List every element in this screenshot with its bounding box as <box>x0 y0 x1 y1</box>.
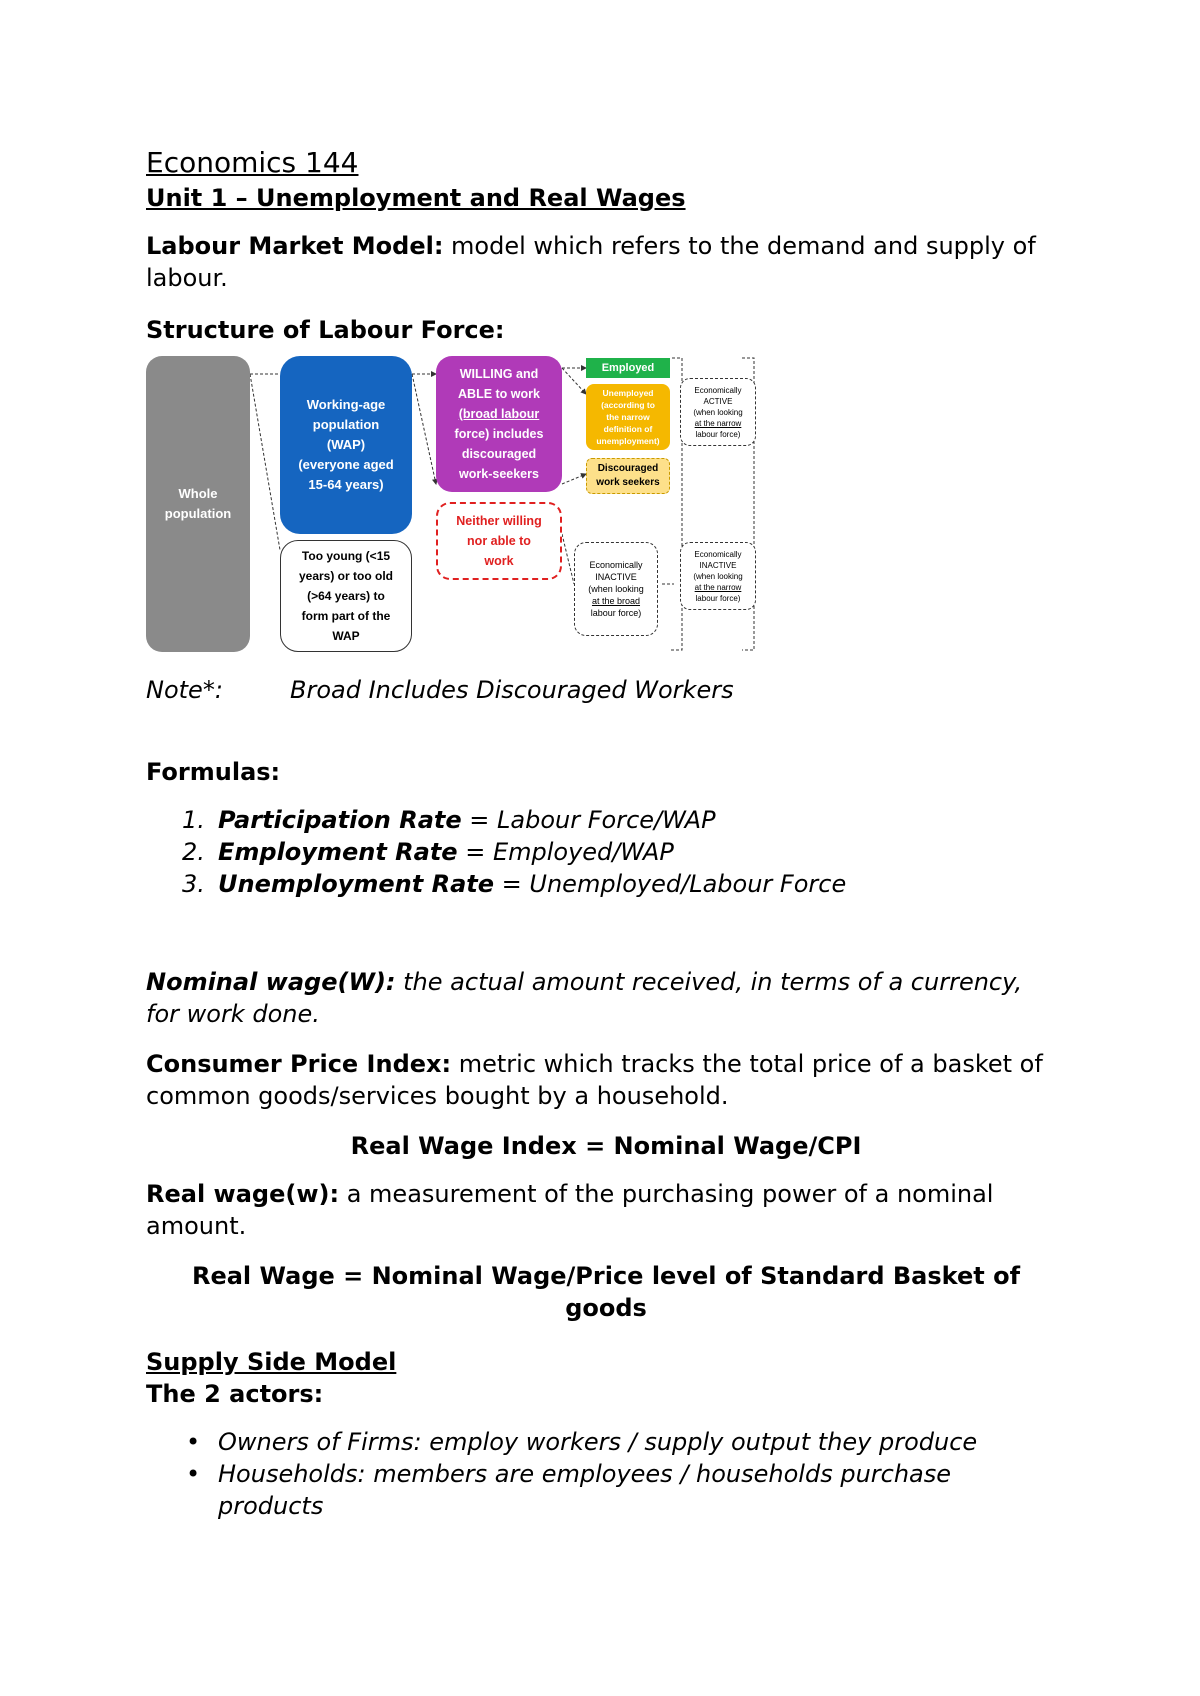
unemployed-line: definition of <box>603 424 653 434</box>
unemployed-line: (according to <box>601 400 655 410</box>
wap-line: Working-age <box>306 397 386 412</box>
formula-item <box>146 868 1046 900</box>
actors-list <box>146 1426 1066 1522</box>
formula-rest: = Unemployed/Labour Force <box>494 870 847 898</box>
too-young-old-box <box>280 540 412 652</box>
actor-text: Households: members are employees / households purchase <box>218 1460 952 1488</box>
willing-able-box <box>436 356 562 492</box>
formula-item <box>146 804 1046 836</box>
nominal-wage-definition <box>146 966 1066 1030</box>
inactive-broad-line: (when looking <box>588 584 644 594</box>
wap-line: (WAP) <box>326 437 366 452</box>
active-narrow-line: Economically <box>694 385 742 395</box>
wap-line: 15-64 years) <box>308 477 384 492</box>
real-wage-text-2: amount. <box>146 1212 247 1240</box>
discouraged-line: work seekers <box>596 477 660 488</box>
supply-side-heading: Supply Side Model <box>146 1348 397 1376</box>
willing-line: force) includes <box>454 427 544 441</box>
formula-rest: = Labour Force/WAP <box>461 806 716 834</box>
unit-title: Unit 1 – Unemployment and Real Wages <box>146 184 686 212</box>
nominal-wage-term: Nominal wage(W): <box>146 968 396 996</box>
unemployed-box <box>586 384 670 450</box>
inactive-narrow-line: Economically <box>694 549 742 559</box>
actors-heading: The 2 actors: <box>146 1380 324 1408</box>
willing-line: discouraged <box>461 447 537 461</box>
discouraged-box <box>586 458 670 494</box>
course-title: Economics 144 <box>146 146 359 179</box>
actor-text-continued: products <box>218 1492 324 1520</box>
unemployed-line: unemployment) <box>596 436 660 446</box>
active-narrow-box <box>680 378 756 446</box>
connector-line <box>562 474 586 484</box>
formula-term: Participation Rate <box>218 806 462 834</box>
formula-term: Unemployment Rate <box>218 870 495 898</box>
list-item <box>146 1458 1066 1522</box>
inactive-narrow-line: INACTIVE <box>699 560 737 570</box>
inactive-broad-line: INACTIVE <box>595 572 637 582</box>
active-narrow-line: ACTIVE <box>703 396 733 406</box>
wap-box <box>280 356 412 534</box>
nominal-wage-text-1: the actual amount received, in terms of a currency, <box>395 968 1023 996</box>
inactive-narrow-line: at the narrow <box>694 582 742 592</box>
unemployed-line: the narrow <box>606 412 650 422</box>
unemployed-line: Unemployed <box>602 388 654 398</box>
note-label: Note*: <box>146 676 223 704</box>
real-wage-formula <box>146 1260 1066 1324</box>
inactive-broad-line: Economically <box>589 560 643 570</box>
real-wage-text-1: a measurement of the purchasing power of a nominal <box>339 1180 994 1208</box>
formulas-heading: Formulas: <box>146 758 281 786</box>
inactive-broad-line: at the broad <box>591 596 641 606</box>
real-wage-formula-line-1: Real Wage = Nominal Wage/Price level of Standard Basket of <box>191 1262 1021 1290</box>
connector-line <box>562 368 586 394</box>
willing-line: work-seekers <box>459 467 539 481</box>
cpi-term: Consumer Price Index: <box>146 1050 452 1078</box>
inactive-broad-box <box>574 542 658 636</box>
too-young-line: Too young (<15 <box>301 549 391 563</box>
neither-line: Neither willing <box>456 514 542 528</box>
formula-term: Employment Rate <box>218 838 458 866</box>
formula-number: 3. <box>182 870 205 898</box>
formula-number: 2. <box>182 838 205 866</box>
real-wage-index-formula: Real Wage Index = Nominal Wage/CPI <box>350 1132 862 1160</box>
wap-line: population <box>312 417 380 432</box>
bullet-icon: • <box>186 1460 201 1488</box>
real-wage-formula-line-2: goods <box>565 1294 647 1322</box>
actor-text: Owners of Firms: employ workers / supply output they produce <box>218 1428 978 1456</box>
active-narrow-line: at the narrow <box>694 418 742 428</box>
list-item <box>146 1426 1066 1458</box>
active-narrow-line: labour force) <box>695 429 741 439</box>
nominal-wage-text-2: for work done. <box>146 1000 320 1028</box>
whole-population-line: population <box>164 506 232 521</box>
willing-line: WILLING and <box>459 367 539 381</box>
employed-box: Employed <box>586 358 670 378</box>
neither-willing-box <box>436 502 562 580</box>
note-text: Broad Includes Discouraged Workers <box>290 676 734 704</box>
formulas-list <box>146 804 1046 900</box>
inactive-broad-line: labour force) <box>590 608 642 618</box>
cpi-text-1: metric which tracks the total price of a basket of <box>451 1050 1043 1078</box>
cpi-definition <box>146 1048 1066 1112</box>
inactive-narrow-line: (when looking <box>693 571 743 581</box>
formula-rest: = Employed/WAP <box>457 838 674 866</box>
real-wage-term: Real wage(w): <box>146 1180 340 1208</box>
connector-line <box>412 374 436 484</box>
inactive-narrow-line: labour force) <box>695 593 741 603</box>
labour-market-definition <box>146 230 1066 294</box>
willing-line: (broad labour <box>458 407 540 421</box>
neither-line: nor able to <box>467 534 531 548</box>
discouraged-line: Discouraged <box>597 463 659 474</box>
labour-market-text-2: labour. <box>146 264 228 292</box>
labour-market-term: Labour Market Model: <box>146 232 444 260</box>
real-wage-definition <box>146 1178 1066 1242</box>
active-narrow-line: (when looking <box>693 407 743 417</box>
bullet-icon: • <box>186 1428 201 1456</box>
cpi-text-2: common goods/services bought by a household. <box>146 1082 729 1110</box>
whole-population-line: Whole <box>178 486 218 501</box>
labour-force-diagram <box>146 354 766 654</box>
connector-line <box>562 534 574 584</box>
connector-line <box>250 374 280 550</box>
willing-line: ABLE to work <box>458 387 540 401</box>
too-young-line: (>64 years) to <box>307 589 385 603</box>
structure-heading: Structure of Labour Force: <box>146 316 505 344</box>
too-young-line: years) or too old <box>298 569 393 583</box>
too-young-line: WAP <box>332 629 360 643</box>
formula-item <box>146 836 1046 868</box>
inactive-narrow-box <box>680 542 756 610</box>
wap-line: (everyone aged <box>298 457 394 472</box>
whole-population-box <box>146 356 250 652</box>
neither-line: work <box>484 554 514 568</box>
too-young-line: form part of the <box>301 609 391 623</box>
labour-market-text-1: model which refers to the demand and supply of <box>443 232 1036 260</box>
formula-number: 1. <box>182 806 205 834</box>
